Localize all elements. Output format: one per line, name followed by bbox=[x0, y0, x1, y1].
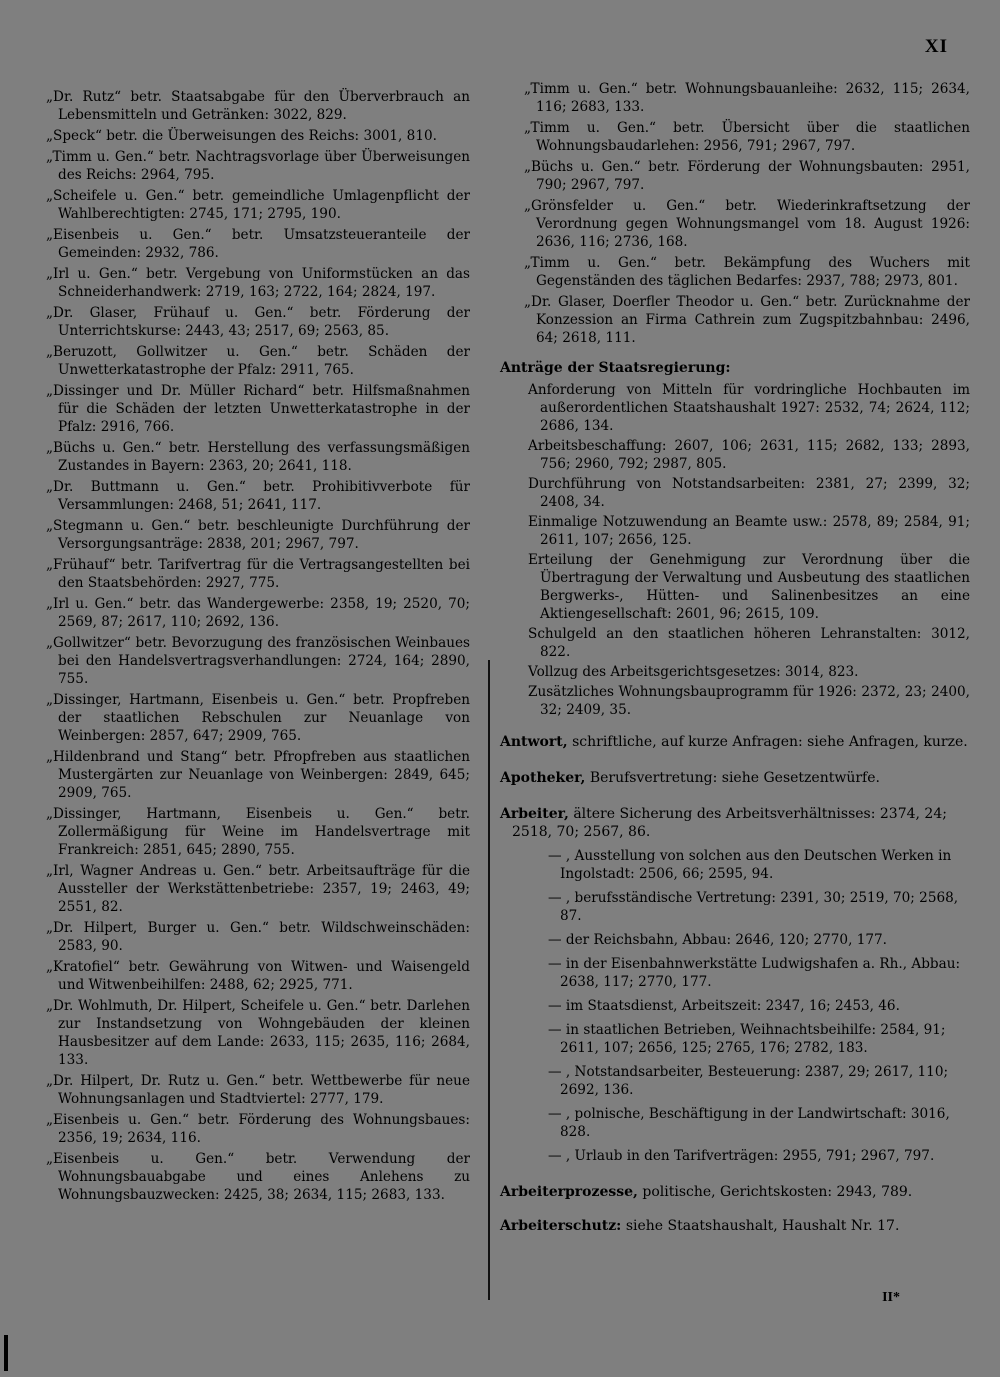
arbeiter-sub-item: — in staatlichen Betrieben, Weihnachtsbeihilfe: 2584, 91; 2611, 107; 2656, 125; 2765, 176; 2782, 183. bbox=[548, 1022, 946, 1056]
arbeiter-entry: Arbeiter, ältere Sicherung des Arbeitsverhältnisses: 2374, 24; 2518, 70; 2567, 86. bbox=[500, 806, 947, 840]
index-entry: „Kratofiel“ betr. Gewährung von Witwen- und Waisengeld und Witwenbeihilfen: 2488, 62; 2925, 771. bbox=[46, 959, 470, 993]
index-entry: „Dr. Glaser, Frühauf u. Gen.“ betr. Förderung der Unterrichtskurse: 2443, 43; 2517, 69; 2563, 85. bbox=[46, 305, 470, 339]
index-entry: „Irl, Wagner Andreas u. Gen.“ betr. Arbeitsaufträge für die Aussteller der Werkstättenbetriebe: 2357, 19; 2463, 49; 2551, 82. bbox=[46, 863, 470, 915]
left-column bbox=[30, 88, 470, 1207]
arbeiter-sub-item: — , polnische, Beschäftigung in der Landwirtschaft: 3016, 828. bbox=[548, 1106, 950, 1140]
index-entry: „Dissinger und Dr. Müller Richard“ betr. Hilfsmaßnahmen für die Schäden der letzten Unwetterkatastrophe in der Pfalz: 2916, 766. bbox=[46, 383, 470, 435]
index-entry: „Timm u. Gen.“ betr. Bekämpfung des Wuchers mit Gegenständen des täglichen Bedarfes: 2937, 788; 2973, 801. bbox=[524, 255, 970, 289]
antraege-item: Durchführung von Notstandsarbeiten: 2381, 27; 2399, 32; 2408, 34. bbox=[528, 476, 970, 510]
antraege-item: Vollzug des Arbeitsgerichtsgesetzes: 3014, 823. bbox=[528, 664, 859, 680]
index-entry: „Dr. Hilpert, Dr. Rutz u. Gen.“ betr. Wettbewerbe für neue Wohnungsanlagen und Stadtviertel: 2777, 179. bbox=[46, 1073, 470, 1107]
index-entry: „Eisenbeis u. Gen.“ betr. Verwendung der Wohnungsbauabgabe und eines Anlehens zu Wohnungsbauzwecken: 2425, 38; 2634, 115; 2683, 133. bbox=[46, 1151, 470, 1203]
right-entry-list bbox=[500, 80, 970, 347]
arbeiter-sub-item: — der Reichsbahn, Abbau: 2646, 120; 2770, 177. bbox=[548, 932, 887, 948]
index-entry: „Scheifele u. Gen.“ betr. gemeindliche Umlagenpflicht der Wahlberechtigten: 2745, 171; 2795, 190. bbox=[46, 188, 470, 222]
antraege-item: Zusätzliches Wohnungsbauprogramm für 1926: 2372, 23; 2400, 32; 2409, 35. bbox=[528, 684, 970, 718]
antwort-entry: Antwort, schriftliche, auf kurze Anfragen: siehe Anfragen, kurze. bbox=[500, 734, 968, 750]
antraege-heading: Anträge der Staatsregierung: bbox=[500, 360, 731, 376]
index-entry: „Grönsfelder u. Gen.“ betr. Wiederinkraftsetzung der Verordnung gegen Wohnungsmangel vom 18. August 1926: 2636, 116; 2736, 168. bbox=[524, 198, 970, 250]
index-entry: „Eisenbeis u. Gen.“ betr. Förderung des Wohnungsbaues: 2356, 19; 2634, 116. bbox=[46, 1112, 470, 1146]
index-entry: „Dissinger, Hartmann, Eisenbeis u. Gen.“ betr. Propfreben der staatlichen Rebschulen zur Neuanlage von Weinbergen: 2857, 647; 2909, 765. bbox=[46, 692, 470, 744]
antraege-list bbox=[500, 381, 970, 719]
index-entry: „Dr. Glaser, Doerfler Theodor u. Gen.“ betr. Zurücknahme der Konzession an Firma Cathrein zum Zugspitzbahnbau: 2496, 64; 2618, 111. bbox=[524, 294, 970, 346]
index-entry: „Frühauf“ betr. Tarifvertrag für die Vertragsangestellten bei den Staatsbehörden: 2927, 775. bbox=[46, 557, 470, 591]
index-entry: „Dr. Rutz“ betr. Staatsabgabe für den Überverbrauch an Lebensmitteln und Getränken: 3022, 829. bbox=[46, 89, 470, 123]
right-column bbox=[500, 80, 970, 1239]
arbeiterschutz-entry: Arbeiterschutz: siehe Staatshaushalt, Haushalt Nr. 17. bbox=[500, 1218, 900, 1234]
index-entry: „Gollwitzer“ betr. Bevorzugung des französischen Weinbaues bei den Handelsvertragsverhandlungen: 2724, 164; 2890, 755. bbox=[46, 635, 470, 687]
index-entry: „Dr. Hilpert, Burger u. Gen.“ betr. Wildschweinschäden: 2583, 90. bbox=[46, 920, 470, 954]
arbeiter-sub-item: — , berufsständische Vertretung: 2391, 30; 2519, 70; 2568, 87. bbox=[548, 890, 959, 924]
arbeiter-sub-list bbox=[500, 847, 970, 1165]
apotheker-entry: Apotheker, Berufsvertretung: siehe Gesetzentwürfe. bbox=[500, 770, 880, 786]
column-divider bbox=[488, 660, 490, 1300]
index-entry: „Büchs u. Gen.“ betr. Förderung der Wohnungsbauten: 2951, 790; 2967, 797. bbox=[524, 159, 970, 193]
index-entry: „Speck“ betr. die Überweisungen des Reichs: 3001, 810. bbox=[46, 128, 437, 144]
index-entry: „Stegmann u. Gen.“ betr. beschleunigte Durchführung der Versorgungsanträge: 2838, 201; 2967, 797. bbox=[46, 518, 470, 552]
arbeiter-sub-item: — , Notstandsarbeiter, Besteuerung: 2387, 29; 2617, 110; 2692, 136. bbox=[548, 1064, 949, 1098]
index-entry: „Dissinger, Hartmann, Eisenbeis u. Gen.“ betr. Zollermäßigung für Weine im Handelsvertrage mit Frankreich: 2851, 645; 2890, 755. bbox=[46, 806, 470, 858]
index-entry: „Büchs u. Gen.“ betr. Herstellung des verfassungsmäßigen Zustandes in Bayern: 2363, 20; 2641, 118. bbox=[46, 440, 470, 474]
arbeiter-sub-item: — , Ausstellung von solchen aus den Deutschen Werken in Ingolstadt: 2506, 66; 2595, 94. bbox=[548, 848, 952, 882]
arbeiter-sub-item: — in der Eisenbahnwerkstätte Ludwigshafen a. Rh., Abbau: 2638, 117; 2770, 177. bbox=[548, 956, 961, 990]
arbeiterprozesse-entry: Arbeiterprozesse, politische, Gerichtskosten: 2943, 789. bbox=[500, 1184, 913, 1200]
index-entry: „Dr. Wohlmuth, Dr. Hilpert, Scheifele u. Gen.“ betr. Darlehen zur Instandsetzung von Wohngebäuden der kleinen Hausbesitzer auf dem Lande: 2633, 115; 2635, 116; 2684, 133. bbox=[46, 998, 470, 1068]
index-entry: „Timm u. Gen.“ betr. Nachtragsvorlage über Überweisungen des Reichs: 2964, 795. bbox=[46, 149, 470, 183]
index-entry: „Eisenbeis u. Gen.“ betr. Umsatzsteueranteile der Gemeinden: 2932, 786. bbox=[46, 227, 470, 261]
antraege-item: Schulgeld an den staatlichen höheren Lehranstalten: 3012, 822. bbox=[528, 626, 970, 660]
antraege-item: Erteilung der Genehmigung zur Verordnung über die Übertragung der Verwaltung und Ausbeutung des staatlichen Bergwerks-, Hütten- und Salinenbesitzes an eine Aktiengesellschaft: 2601, 96; 2615, 109. bbox=[528, 552, 970, 622]
index-entry: „Irl u. Gen.“ betr. das Wandergewerbe: 2358, 19; 2520, 70; 2569, 87; 2617, 110; 2692, 136. bbox=[46, 596, 470, 630]
antraege-item: Einmalige Notzuwendung an Beamte usw.: 2578, 89; 2584, 91; 2611, 107; 2656, 125. bbox=[528, 514, 970, 548]
arbeiter-sub-item: — im Staatsdienst, Arbeitszeit: 2347, 16; 2453, 46. bbox=[548, 998, 900, 1014]
antraege-item: Anforderung von Mitteln für vordringliche Hochbauten im außerordentlichen Staatshaushalt 1927: 2532, 74; 2624, 112; 2686, 134. bbox=[528, 382, 970, 434]
antraege-item: Arbeitsbeschaffung: 2607, 106; 2631, 115; 2682, 133; 2893, 756; 2960, 792; 2987, 805. bbox=[528, 438, 970, 472]
index-entry: „Beruzott, Gollwitzer u. Gen.“ betr. Schäden der Unwetterkatastrophe der Pfalz: 2911, 765. bbox=[46, 344, 470, 378]
index-entry: „Timm u. Gen.“ betr. Wohnungsbauanleihe: 2632, 115; 2634, 116; 2683, 133. bbox=[524, 81, 970, 115]
index-entry: „Dr. Buttmann u. Gen.“ betr. Prohibitivverbote für Versammlungen: 2468, 51; 2641, 117. bbox=[46, 479, 470, 513]
index-entry: „Irl u. Gen.“ betr. Vergebung von Uniformstücken an das Schneiderhandwerk: 2719, 163; 2722, 164; 2824, 197. bbox=[46, 266, 470, 300]
footer-mark: II* bbox=[882, 1290, 900, 1305]
arbeiter-sub-item: — , Urlaub in den Tarifverträgen: 2955, 791; 2967, 797. bbox=[548, 1148, 935, 1164]
scan-edge-mark bbox=[4, 1335, 8, 1371]
index-entry: „Hildenbrand und Stang“ betr. Pfropfreben aus staatlichen Mustergärten zur Neuanlage von Weinbergen: 2849, 645; 2909, 765. bbox=[46, 749, 470, 801]
index-entry: „Timm u. Gen.“ betr. Übersicht über die staatlichen Wohnungsbaudarlehen: 2956, 791; 2967, 797. bbox=[524, 120, 970, 154]
page-number: XI bbox=[924, 36, 948, 57]
